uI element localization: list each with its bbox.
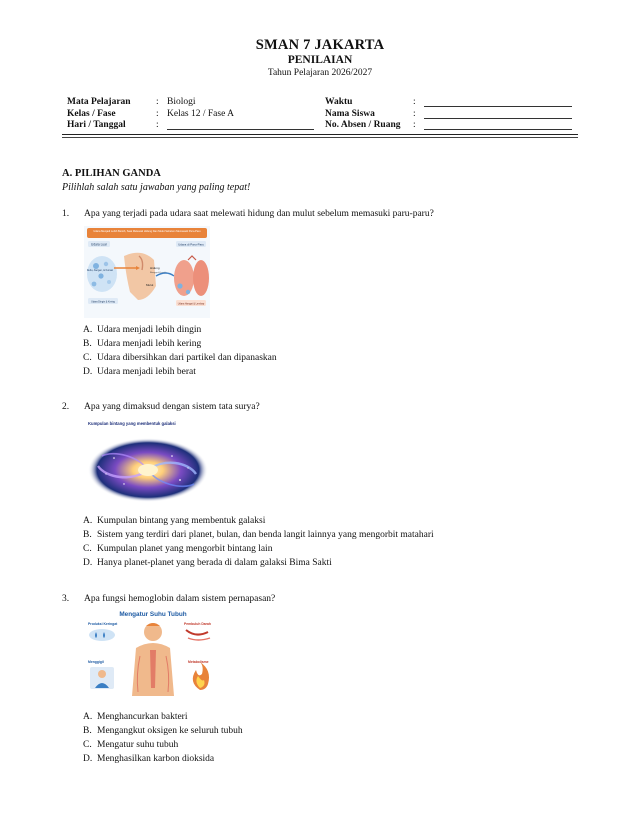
option-letter: A.	[83, 325, 93, 335]
option-text: Hanya planet-planet yang berada di dalam galaksi Bima Sakti	[97, 558, 332, 568]
question-text: Apa yang terjadi pada udara saat melewati hidung dan mulut sebelum memasuki paru-paru?	[84, 209, 434, 219]
respiratory-diagram-figure	[84, 226, 210, 318]
option-letter: D.	[83, 367, 93, 377]
subject-value: Biologi	[167, 97, 196, 107]
figure-label-nose: Hidung	[150, 266, 160, 270]
colon: :	[413, 97, 416, 107]
absen-label: No. Absen / Ruang	[325, 120, 401, 130]
class-value: Kelas 12 / Fase A	[167, 108, 235, 119]
option-text: Menghasilkan karbon dioksida	[97, 754, 215, 764]
option-text: Udara menjadi lebih berat	[97, 367, 196, 377]
option-letter: C.	[83, 353, 92, 363]
option-text: Udara menjadi lebih kering	[97, 339, 202, 349]
section-title: A. PILIHAN GANDA	[62, 168, 161, 179]
option-2d[interactable]	[83, 558, 332, 568]
absen-field-line[interactable]	[424, 129, 572, 130]
figure-label-mucus: Rongga & Lendir	[150, 272, 167, 274]
option-text: Udara dibersihkan dari partikel dan dipanaskan	[97, 353, 277, 363]
option-text: Mengangkut oksigen ke seluruh tubuh	[97, 726, 243, 736]
option-letter: D.	[83, 754, 93, 764]
colon: :	[413, 120, 416, 130]
colon: :	[156, 97, 159, 107]
option-3c[interactable]	[83, 740, 178, 750]
figure-label-shiver: Menggigil	[88, 660, 104, 664]
name-label: Nama Siswa	[325, 108, 375, 119]
respiratory-diagram-icon	[84, 226, 210, 318]
option-2b[interactable]	[83, 530, 434, 540]
option-text: Menghancurkan bakteri	[97, 712, 188, 722]
header-divider-thin	[62, 137, 578, 138]
figure-title: Kumpulan bintang yang membentuk galaksi	[88, 421, 176, 426]
colon: :	[156, 108, 159, 119]
question-number: 2.	[62, 402, 70, 412]
date-field-line[interactable]	[167, 129, 314, 130]
option-1d[interactable]	[83, 367, 196, 377]
option-3d[interactable]	[83, 754, 214, 764]
figure-title: Udara Menjadi Lebih Bersih, Saat Melewati Hidung Dan Mulut Sebelum Memasuki Paru-Paru	[93, 230, 201, 233]
subject-label: Mata Pelajaran	[67, 97, 131, 107]
figure-label-mouth: Mulut	[146, 283, 154, 287]
option-1a[interactable]	[83, 325, 201, 335]
date-label: Hari / Tanggal	[67, 120, 126, 130]
figure-title: Mengatur Suhu Tubuh	[119, 611, 187, 618]
option-letter: B.	[83, 530, 92, 540]
question-number: 3.	[62, 594, 70, 604]
option-letter: A.	[83, 516, 93, 526]
option-letter: A.	[83, 712, 93, 722]
colon: :	[413, 108, 416, 119]
figure-label-lungs: Udara di Paru-Paru	[178, 242, 204, 247]
figure-label-vessels: Pembuluh Darah	[184, 622, 211, 626]
option-text: Kumpulan bintang yang membentuk galaksi	[97, 516, 266, 526]
option-letter: B.	[83, 339, 92, 349]
figure-label-metabolism: Metabolisme	[188, 660, 209, 664]
figure-label-warm-air: Udara Hangat & Lembap	[177, 302, 205, 306]
school-name: SMAN 7 JAKARTA	[255, 37, 385, 53]
figure-label-cold-air: Udara Dingin & Kering	[91, 300, 115, 304]
option-2c[interactable]	[83, 544, 272, 554]
option-3b[interactable]	[83, 726, 243, 736]
header-divider	[62, 134, 578, 135]
option-text: Udara menjadi lebih dingin	[97, 325, 202, 335]
figure-label-sweat: Produksi Keringat	[88, 622, 118, 626]
exam-title: PENILAIAN	[287, 54, 353, 66]
body-temperature-icon	[84, 608, 222, 698]
option-2a[interactable]	[83, 516, 265, 526]
option-letter: C.	[83, 740, 92, 750]
option-text: Mengatur suhu tubuh	[97, 740, 179, 750]
time-label: Waktu	[325, 97, 353, 107]
option-1c[interactable]	[83, 353, 277, 363]
option-1b[interactable]	[83, 339, 201, 349]
time-field-line[interactable]	[424, 106, 572, 107]
figure-label-dust: Debu, Alergen, & Kuman	[86, 269, 114, 272]
name-field-line[interactable]	[424, 118, 572, 119]
question-text: Apa fungsi hemoglobin dalam sistem pernapasan?	[84, 594, 276, 604]
spiral-galaxy-icon	[84, 418, 212, 508]
option-3a[interactable]	[83, 712, 187, 722]
galaxy-figure	[84, 418, 212, 508]
option-letter: B.	[83, 726, 92, 736]
option-text: Kumpulan planet yang mengorbit bintang lain	[97, 544, 273, 554]
option-letter: D.	[83, 558, 93, 568]
question-text: Apa yang dimaksud dengan sistem tata surya?	[84, 402, 260, 412]
figure-label-outside: Udara Luar	[91, 242, 107, 247]
body-temperature-figure	[84, 608, 222, 698]
colon: :	[156, 120, 159, 130]
class-label: Kelas / Fase	[67, 108, 116, 119]
section-instruction: Pilihlah salah satu jawaban yang paling tepat!	[62, 182, 251, 193]
student-info-block	[67, 97, 573, 132]
question-number: 1.	[62, 209, 70, 219]
option-letter: C.	[83, 544, 92, 554]
academic-year: Tahun Pelajaran 2026/2027	[267, 68, 373, 78]
option-text: Sistem yang terdiri dari planet, bulan, dan benda langit lainnya yang mengorbit matahari	[97, 530, 434, 540]
